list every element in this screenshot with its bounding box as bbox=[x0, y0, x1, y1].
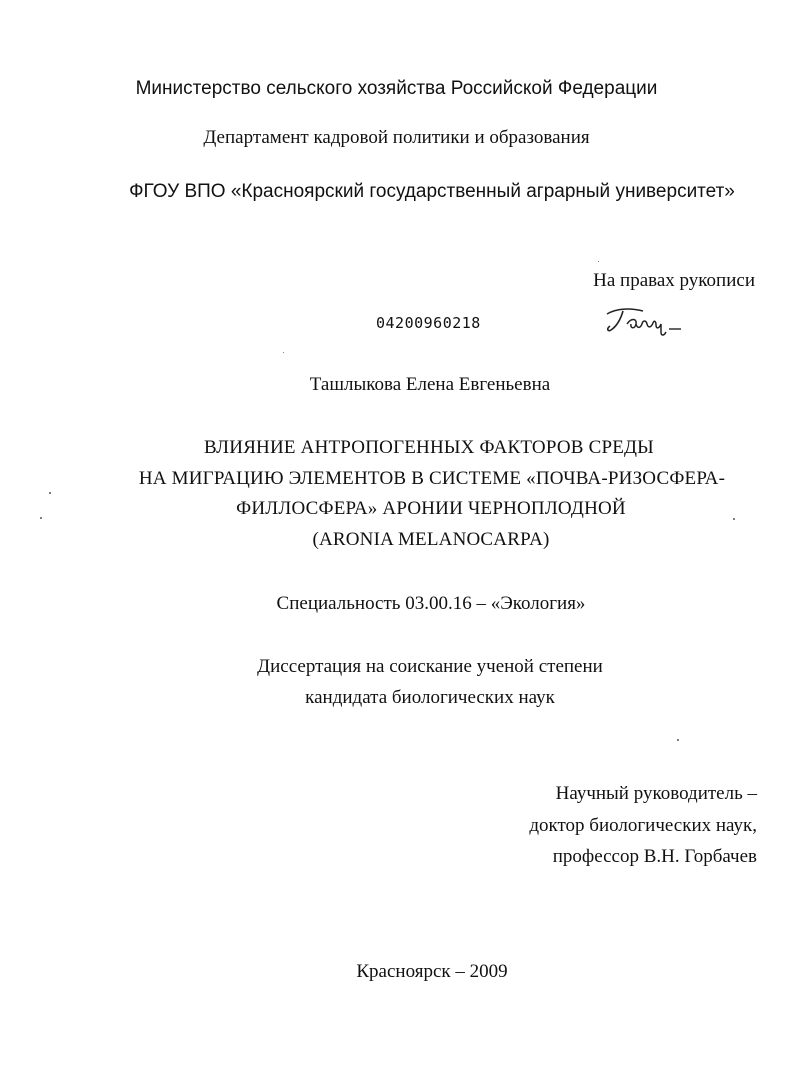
scan-speck bbox=[677, 739, 679, 741]
dissertation-title-line: ФИЛЛОСФЕРА» АРОНИИ ЧЕРНОПЛОДНОЙ bbox=[236, 498, 626, 519]
ministry-heading: Министерство сельского хозяйства Российской Федерации bbox=[135, 78, 658, 99]
specialty: Специальность 03.00.16 – «Экология» bbox=[276, 593, 586, 614]
supervisor-line: доктор биологических наук, bbox=[529, 815, 757, 836]
scan-speck bbox=[49, 492, 51, 494]
manuscript-rights-note: На правах рукописи bbox=[593, 270, 755, 291]
department-heading: Департамент кадровой политики и образования bbox=[203, 127, 590, 148]
supervisor-line: профессор В.Н. Горбачев bbox=[552, 846, 757, 867]
degree-line: Диссертация на соискание ученой степени bbox=[257, 656, 603, 677]
handwritten-signature bbox=[603, 302, 685, 340]
dissertation-title-line: НА МИГРАЦИЮ ЭЛЕМЕНТОВ В СИСТЕМЕ «ПОЧВА-РИЗОСФЕРА- bbox=[138, 468, 726, 489]
dissertation-title-line: ВЛИЯНИЕ АНТРОПОГЕННЫХ ФАКТОРОВ СРЕДЫ bbox=[204, 437, 654, 458]
university-heading: ФГОУ ВПО «Красноярский государственный аграрный университет» bbox=[129, 181, 735, 202]
dissertation-title-line: (ARONIA MELANOCARPA) bbox=[312, 529, 550, 550]
scan-speck bbox=[40, 517, 42, 519]
supervisor-line: Научный руководитель – bbox=[555, 783, 757, 804]
author-name: Ташлыкова Елена Евгеньевна bbox=[309, 374, 551, 395]
scan-speck bbox=[283, 352, 284, 353]
degree-line: кандидата биологических наук bbox=[305, 687, 555, 708]
scan-speck bbox=[598, 261, 599, 262]
city-year: Красноярск – 2009 bbox=[356, 961, 508, 982]
scan-speck bbox=[733, 518, 735, 520]
registration-code: 04200960218 bbox=[376, 314, 481, 332]
